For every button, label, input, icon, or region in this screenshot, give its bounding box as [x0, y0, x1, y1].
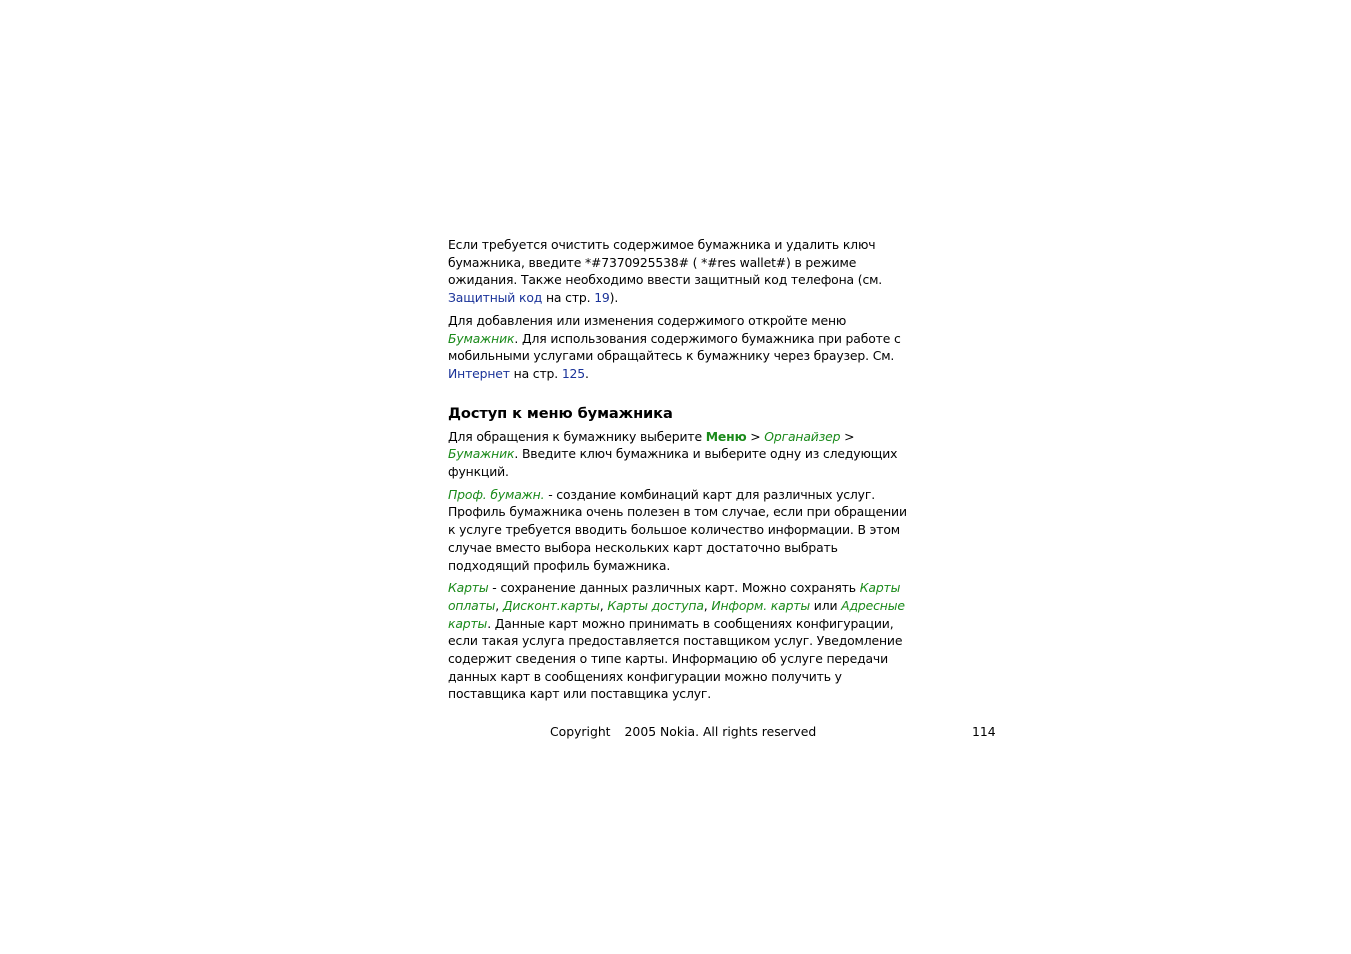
link-internet[interactable]: Интернет [448, 365, 510, 381]
menu-term-address-cards: Адресные карты [448, 597, 905, 631]
paragraph-reset-wallet [448, 236, 908, 307]
copyright-notice [550, 723, 816, 740]
menu-term-discount-cards: Дисконт.карты [502, 597, 600, 613]
page-number: 114 [972, 724, 996, 739]
menu-term-organizer: Органайзер [764, 428, 841, 444]
text: , [495, 597, 503, 613]
text: - создание комбинаций карт для различных услуг. Профиль бумажника очень полезен в том случае, если при обращении к услуге требуется вводить большое количество информации. В этом случае вместо выбора нескольких карт достаточно выбрать подходящий профиль бумажника. [448, 486, 907, 573]
document-body [448, 236, 908, 708]
menu-term-wallet: Бумажник [448, 330, 515, 346]
text: . Для использования содержимого бумажника при работе с мобильными услугами обращайтесь к бумажнику через браузер. См. [448, 330, 901, 364]
separator: > [746, 428, 765, 444]
paragraph-edit-contents [448, 312, 908, 383]
menu-term-info-cards: Информ. карты [711, 597, 810, 613]
menu-term-payment-cards: Карты оплаты [448, 580, 901, 613]
text: . Введите ключ бумажника и выберите одну из следующих функций. [448, 446, 898, 480]
menu-term-wallet: Бумажник [448, 446, 515, 462]
paragraph-access-wallet [448, 428, 908, 481]
text: на стр. [542, 290, 595, 306]
menu-term-menu: Меню [705, 428, 747, 444]
text: ). [609, 290, 619, 306]
link-security-code[interactable]: Защитный код [448, 290, 543, 306]
text: Если требуется очистить содержимое бумажника и удалить ключ бумажника, введите *#7370925538# ( *#res wallet#) в режиме ожидания. Также необходимо ввести защитный код телефона (см. [448, 237, 883, 288]
text: . [585, 365, 589, 381]
text: Для добавления или изменения содержимого откройте меню [448, 312, 847, 328]
paragraph-wallet-profiles [448, 486, 908, 575]
menu-term-wallet-profiles: Проф. бумажн. [448, 486, 545, 502]
text: , [703, 597, 712, 613]
separator: > [840, 428, 855, 444]
link-page-125[interactable]: 125 [561, 365, 586, 381]
menu-term-cards: Карты [448, 580, 489, 596]
text: на стр. [509, 365, 562, 381]
text: . Данные карт можно принимать в сообщениях конфигурации, если такая услуга предоставляется поставщиком услуг. Уведомление содержит сведения о типе карты. Информацию об услуге передачи данных карт в сообщениях конфигурации можно получить у поставщика карт или поставщика услуг. [448, 615, 903, 702]
text: или [810, 597, 842, 613]
text: Для обращения к бумажнику выберите [448, 428, 706, 444]
copyright-text: 2005 Nokia. All rights reserved [624, 724, 817, 739]
paragraph-cards [448, 579, 908, 703]
text: , [599, 597, 608, 613]
link-page-19[interactable]: 19 [594, 290, 610, 306]
copyright-label: Copyright [550, 724, 611, 739]
section-heading: Доступ к меню бумажника [448, 404, 673, 422]
menu-term-access-cards: Карты доступа [607, 597, 704, 613]
text: - сохранение данных различных карт. Можно сохранять [488, 580, 860, 596]
